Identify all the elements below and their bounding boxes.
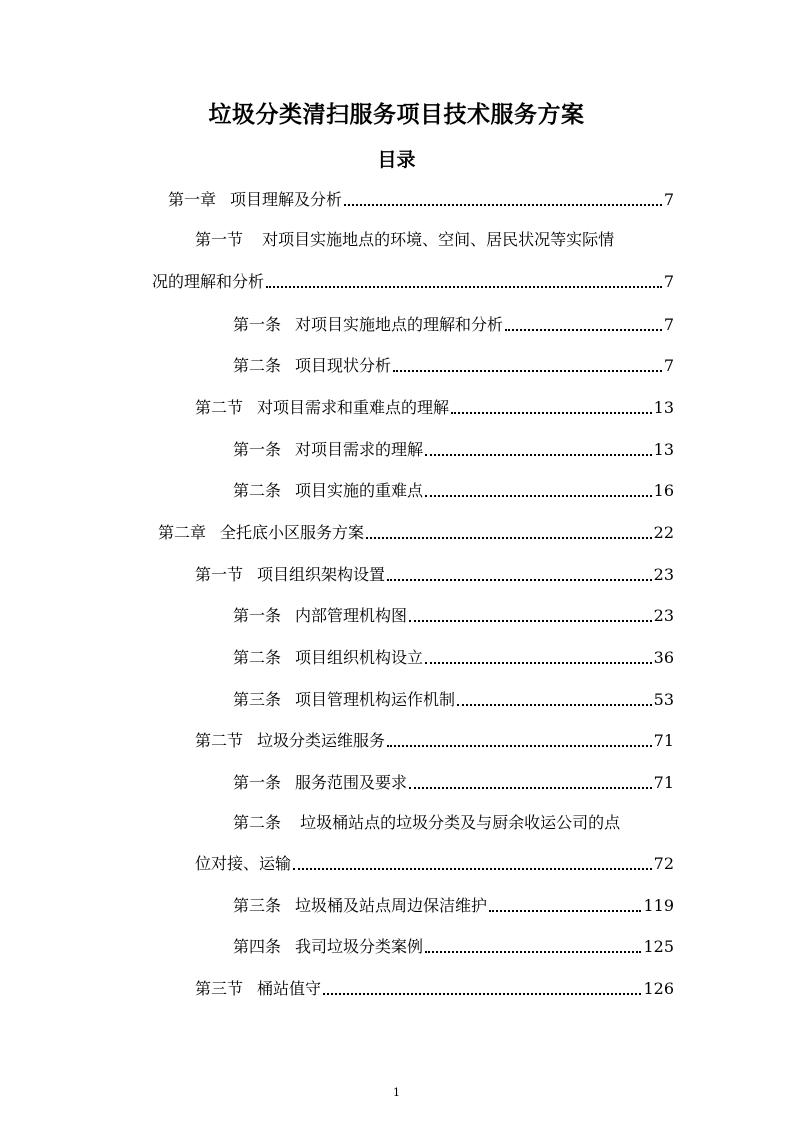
toc-entry-title: 项目管理机构运作机制 bbox=[295, 690, 456, 709]
document-title: 垃圾分类清扫服务项目技术服务方案 bbox=[208, 102, 585, 128]
toc-entry-label: 第一条 bbox=[233, 606, 282, 625]
toc-entry-article[interactable] bbox=[233, 434, 674, 460]
toc-entry-label: 第二条 bbox=[233, 648, 282, 667]
toc-entry-title: 桶站值守 bbox=[257, 979, 322, 998]
toc-entry-label: 第三条 bbox=[233, 690, 282, 709]
toc-entry-article[interactable] bbox=[233, 642, 674, 668]
toc-entry-title: 垃圾桶及站点周边保洁维护 bbox=[295, 896, 488, 915]
toc-entry-page: 71 bbox=[653, 773, 674, 792]
dot-leader bbox=[409, 787, 652, 789]
dot-leader bbox=[344, 204, 662, 206]
toc-entry-page: 7 bbox=[663, 315, 674, 334]
toc-entry-article[interactable] bbox=[233, 767, 674, 793]
toc-entry-label: 第四条 bbox=[233, 937, 282, 956]
toc-heading: 目录 bbox=[377, 149, 416, 171]
toc-entry-title: 项目理解及分析 bbox=[230, 190, 343, 209]
toc-entry-article[interactable] bbox=[233, 931, 674, 957]
dot-leader bbox=[489, 910, 641, 912]
toc-entry-label: 第三条 bbox=[233, 896, 282, 915]
toc-entry-page: 72 bbox=[653, 854, 674, 873]
toc-entry-title: 对项目实施地点的环境、空间、居民状况等实际情 bbox=[262, 230, 615, 249]
toc-entry-page: 7 bbox=[663, 356, 674, 375]
toc-entry-section[interactable] bbox=[195, 973, 674, 999]
toc-entry-page: 119 bbox=[643, 896, 674, 915]
toc-entry-label: 第二条 bbox=[233, 813, 282, 832]
toc-entry-label: 第二条 bbox=[233, 481, 282, 500]
toc-entry-article[interactable] bbox=[233, 684, 674, 710]
toc-entry-title: 对项目实施地点的理解和分析 bbox=[295, 315, 504, 334]
dot-leader bbox=[409, 620, 652, 622]
toc-entry-title: 项目组织架构设置 bbox=[257, 565, 386, 584]
dot-leader bbox=[505, 329, 662, 331]
toc-entry-title: 项目现状分析 bbox=[295, 356, 392, 375]
toc-entry-label: 第一节 bbox=[195, 230, 244, 249]
toc-entry-section-line1[interactable] bbox=[195, 230, 614, 250]
toc-entry-title: 我司垃圾分类案例 bbox=[295, 937, 424, 956]
toc-entry-title-continued: 位对接、运输 bbox=[195, 854, 292, 873]
toc-entry-page: 53 bbox=[653, 690, 674, 709]
dot-leader bbox=[387, 579, 652, 581]
dot-leader bbox=[387, 745, 652, 747]
toc-entry-title: 全托底小区服务方案 bbox=[220, 523, 365, 542]
toc-entry-page: 7 bbox=[663, 272, 674, 291]
toc-entry-label: 第一条 bbox=[233, 440, 282, 459]
dot-leader bbox=[393, 370, 662, 372]
toc-entry-label: 第二节 bbox=[195, 398, 244, 417]
toc-entry-page: 126 bbox=[643, 979, 674, 998]
toc-entry-page: 7 bbox=[663, 190, 674, 209]
toc-entry-title: 垃圾桶站点的垃圾分类及与厨余收运公司的点 bbox=[300, 813, 621, 832]
toc-entry-title-continued: 况的理解和分析 bbox=[152, 272, 265, 291]
toc-entry-chapter[interactable] bbox=[168, 184, 674, 210]
dot-leader bbox=[425, 662, 652, 664]
toc-entry-label: 第一条 bbox=[233, 773, 282, 792]
toc-entry-chapter[interactable] bbox=[158, 517, 674, 543]
toc-entry-label: 第三节 bbox=[195, 979, 244, 998]
toc-entry-page: 36 bbox=[653, 648, 674, 667]
toc-entry-label: 第二节 bbox=[195, 731, 244, 750]
toc-entry-section[interactable] bbox=[195, 725, 674, 751]
toc-entry-title: 内部管理机构图 bbox=[295, 606, 408, 625]
toc-entry-label: 第一章 bbox=[168, 190, 217, 209]
toc-entry-article[interactable] bbox=[233, 600, 674, 626]
toc-entry-section-line2[interactable] bbox=[152, 266, 674, 292]
dot-leader bbox=[457, 704, 652, 706]
toc-entry-page: 16 bbox=[653, 481, 674, 500]
dot-leader bbox=[425, 454, 652, 456]
toc-entry-page: 23 bbox=[653, 565, 674, 584]
toc-entry-page: 22 bbox=[653, 523, 674, 542]
toc-entry-article[interactable] bbox=[233, 475, 674, 501]
toc-entry-article-line2[interactable] bbox=[195, 848, 674, 874]
toc-entry-article-line1[interactable] bbox=[233, 813, 620, 833]
toc-entry-page: 13 bbox=[653, 398, 674, 417]
dot-leader bbox=[425, 951, 641, 953]
toc-entry-article[interactable] bbox=[233, 309, 674, 335]
dot-leader bbox=[366, 537, 652, 539]
toc-entry-article[interactable] bbox=[233, 350, 674, 376]
toc-entry-page: 125 bbox=[643, 937, 674, 956]
toc-entry-title: 垃圾分类运维服务 bbox=[257, 731, 386, 750]
page-number: 1 bbox=[393, 1086, 400, 1099]
dot-leader bbox=[266, 286, 662, 288]
toc-entry-section[interactable] bbox=[195, 392, 674, 418]
toc-entry-label: 第一条 bbox=[233, 315, 282, 334]
dot-leader bbox=[425, 495, 652, 497]
toc-entry-page: 13 bbox=[653, 440, 674, 459]
toc-entry-section[interactable] bbox=[195, 559, 674, 585]
toc-entry-page: 23 bbox=[653, 606, 674, 625]
toc-entry-title: 服务范围及要求 bbox=[295, 773, 408, 792]
toc-entry-page: 71 bbox=[653, 731, 674, 750]
toc-entry-title: 对项目需求和重难点的理解 bbox=[257, 398, 450, 417]
toc-entry-title: 项目实施的重难点 bbox=[295, 481, 424, 500]
dot-leader bbox=[451, 412, 652, 414]
toc-entry-title: 项目组织机构设立 bbox=[295, 648, 424, 667]
toc-entry-article[interactable] bbox=[233, 890, 674, 916]
toc-entry-title: 对项目需求的理解 bbox=[295, 440, 424, 459]
toc-entry-label: 第二章 bbox=[158, 523, 207, 542]
dot-leader bbox=[323, 993, 641, 995]
toc-entry-label: 第一节 bbox=[195, 565, 244, 584]
toc-entry-label: 第二条 bbox=[233, 356, 282, 375]
dot-leader bbox=[293, 868, 652, 870]
